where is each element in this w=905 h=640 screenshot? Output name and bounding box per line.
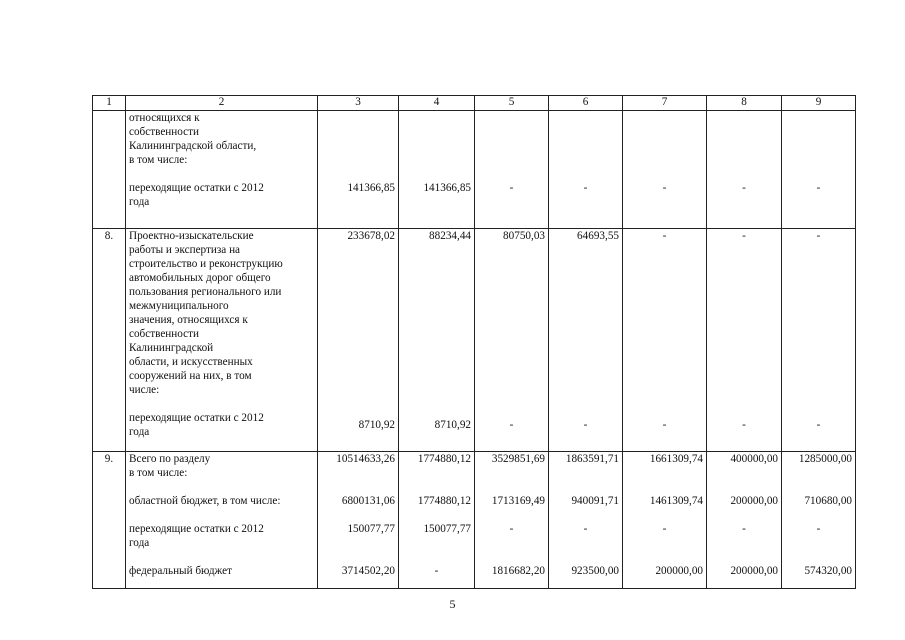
value-cell (318, 452, 399, 589)
value: 200000,00 (730, 565, 778, 577)
value: - (583, 419, 588, 431)
row-description (126, 111, 318, 229)
col-header: 3 (318, 96, 399, 111)
description-line: в том числе: (129, 467, 188, 479)
value: 6800131,06 (341, 495, 395, 507)
value: - (742, 523, 746, 535)
row-description (126, 452, 318, 589)
description-line: собственности (129, 126, 199, 138)
value: - (509, 523, 514, 535)
value: - (742, 419, 746, 431)
description-line: переходящие остатки с 2012 (129, 523, 264, 535)
value: 710680,00 (804, 495, 852, 507)
value: 200000,00 (655, 565, 703, 577)
value: - (509, 182, 514, 194)
value: 10514633,26 (336, 453, 395, 465)
value: 1461309,74 (649, 495, 703, 507)
description-line: значения, относящихся к (129, 314, 248, 326)
value: - (583, 523, 588, 535)
description-line: Всего по разделу (129, 453, 211, 465)
description-line: сооружений на них, в том (129, 370, 252, 382)
value-cell (707, 111, 782, 229)
value-cell (549, 229, 623, 452)
description-line: собственности (129, 328, 199, 340)
row-number-cell (93, 111, 126, 229)
col-header: 8 (707, 96, 782, 111)
value: - (742, 230, 746, 242)
value: - (662, 419, 667, 431)
row-description (126, 229, 318, 452)
description-line: Калининградской области, (129, 140, 257, 152)
value-cell (318, 111, 399, 229)
value: 3529851,69 (491, 453, 545, 465)
value: - (662, 523, 667, 535)
value: 80750,03 (503, 230, 545, 242)
description-line: строительство и реконструкцию (129, 258, 283, 270)
description-line: области, и искусственных (129, 356, 253, 368)
value: - (742, 182, 746, 194)
value: 233678,02 (347, 230, 395, 242)
value: - (816, 419, 821, 431)
description-line: межмуниципального (129, 300, 229, 312)
value-cell (782, 452, 856, 589)
description-line: автомобильных дорог общего (129, 272, 271, 284)
description-line: Проектно-изыскательские (129, 230, 254, 242)
page-number: 5 (449, 597, 456, 611)
value: - (662, 182, 667, 194)
value-cell (707, 452, 782, 589)
value: - (816, 182, 821, 194)
value: 8710,92 (434, 419, 471, 431)
description-line: федеральный бюджет (129, 565, 232, 577)
value-cell (782, 111, 856, 229)
value-cell (707, 229, 782, 452)
value: 1285000,00 (798, 453, 852, 465)
value: 200000,00 (730, 495, 778, 507)
value: - (583, 182, 588, 194)
row-number-cell: 9. (93, 452, 126, 589)
table-row (93, 111, 856, 229)
value: 1774880,12 (417, 495, 471, 507)
value-cell (399, 111, 475, 229)
row-number-cell: 8. (93, 229, 126, 452)
value: 940091,71 (571, 495, 619, 507)
description-line: переходящие остатки с 2012 (129, 182, 264, 194)
value: 574320,00 (804, 565, 852, 577)
value: 88234,44 (429, 230, 471, 242)
description-line: числе: (129, 384, 160, 396)
value-cell (549, 452, 623, 589)
table-row (93, 229, 856, 452)
description-line: Калининградской (129, 342, 214, 354)
column-number-row (93, 96, 856, 111)
description-line: пользования регионального или (129, 286, 282, 298)
value: - (662, 230, 667, 242)
value-cell (475, 452, 549, 589)
value: - (816, 523, 821, 535)
value: - (509, 419, 514, 431)
description-line: года (129, 426, 150, 438)
value: 3714502,20 (341, 565, 395, 577)
description-line: года (129, 537, 150, 549)
value: 141366,85 (423, 182, 471, 194)
description-line: года (129, 196, 150, 208)
value: 1863591,71 (565, 453, 619, 465)
col-header: 6 (549, 96, 623, 111)
col-header: 7 (623, 96, 707, 111)
value-cell (318, 229, 399, 452)
value: 1713169,49 (491, 495, 545, 507)
description-line: относящихся к (129, 112, 200, 124)
col-header: 5 (475, 96, 549, 111)
value-cell (782, 229, 856, 452)
description-line: в том числе: (129, 154, 188, 166)
value-cell (399, 229, 475, 452)
col-header: 4 (399, 96, 475, 111)
value-cell (475, 229, 549, 452)
value: 150077,77 (347, 523, 395, 535)
value: 141366,85 (347, 182, 395, 194)
description-line: работы и экспертиза на (129, 244, 241, 256)
value: 1661309,74 (649, 453, 703, 465)
value: 923500,00 (571, 565, 619, 577)
description-line: областной бюджет, в том числе: (129, 495, 281, 507)
col-header: 2 (126, 96, 318, 111)
budget-table (92, 95, 856, 589)
description-line: переходящие остатки с 2012 (129, 412, 264, 424)
value: 150077,77 (423, 523, 471, 535)
col-header: 9 (782, 96, 856, 111)
value-cell (399, 452, 475, 589)
value-cell (623, 111, 707, 229)
value: 400000,00 (730, 453, 778, 465)
value: - (816, 230, 821, 242)
value: - (434, 565, 439, 577)
value-cell (623, 452, 707, 589)
value: 64693,55 (577, 230, 619, 242)
col-header: 1 (93, 96, 126, 111)
table-row (93, 452, 856, 589)
value: 1774880,12 (417, 453, 471, 465)
value-cell (549, 111, 623, 229)
value-cell (623, 229, 707, 452)
value: 8710,92 (358, 419, 395, 431)
value-cell (475, 111, 549, 229)
value: 1816682,20 (491, 565, 545, 577)
